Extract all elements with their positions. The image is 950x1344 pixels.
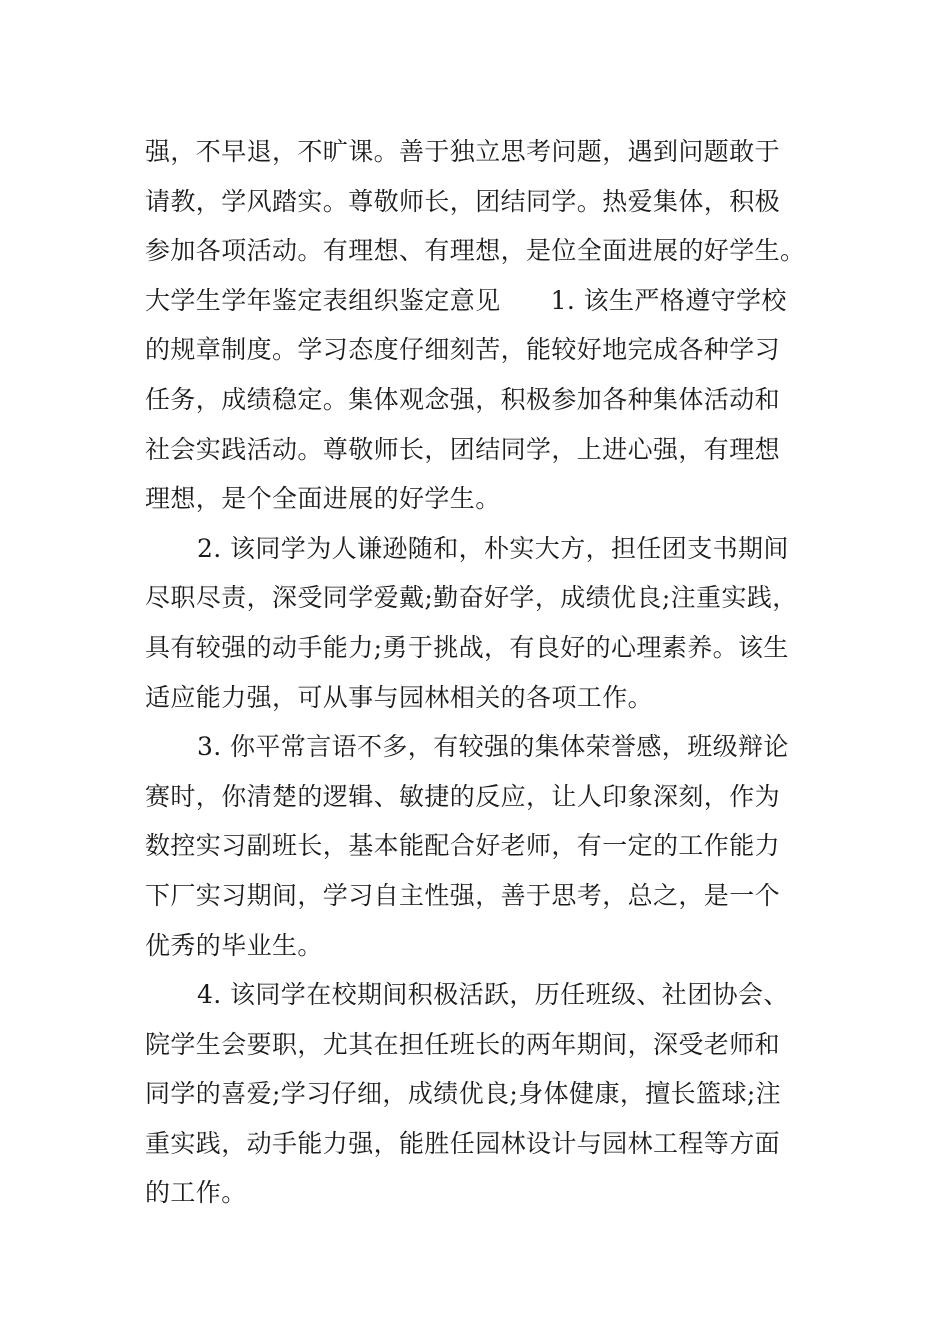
item-2-paragraph [145, 524, 835, 722]
text-line: 的工作。 [145, 1178, 247, 1208]
text-line: 参加各项活动。有理想、有理想，是位全面进展的好学生。 [145, 236, 806, 266]
text-line: 强，不早退，不旷课。善于独立思考问题，遇到问题敢于 [145, 137, 781, 166]
item-4-paragraph [145, 970, 835, 1218]
text-line: 优秀的毕业生。 [145, 930, 323, 960]
text-line: 理想，是个全面进展的好学生。 [145, 484, 501, 514]
intro-paragraph [145, 127, 835, 276]
text-line: 赛时，你清楚的逻辑、敏捷的反应，让人印象深刻，作为 [145, 781, 781, 811]
text-line: 4. 该同学在校期间积极活跃，历任班级、社团协会、 [197, 980, 789, 1010]
text-line: 适应能力强，可从事与园林相关的各项工作。 [145, 682, 654, 712]
text-line: 3. 你平常言语不多，有较强的集体荣誉感，班级辩论 [197, 732, 789, 762]
item-1-start: 1. 该生严格遵守学校 [550, 285, 787, 315]
text-line: 同学的喜爱;学习仔细，成绩优良;身体健康，擅长篮球;注 [145, 1079, 782, 1109]
text-line: 社会实践活动。尊敬师长，团结同学，上进心强，有理想 [145, 434, 781, 464]
text-line: 2. 该同学为人谦逊随和，朴实大方，担任团支书期间 [197, 533, 789, 563]
text-line: 的规章制度。学习态度仔细刻苦，能较好地完成各种学习 [145, 335, 781, 365]
item-1-paragraph [145, 276, 835, 524]
text-line: 数控实习副班长，基本能配合好老师，有一定的工作能力 [145, 831, 781, 861]
heading-line [145, 276, 835, 326]
text-line: 任务，成绩稳定。集体观念强，积极参加各种集体活动和 [145, 384, 781, 414]
text-line: 请教，学风踏实。尊敬师长，团结同学。热爱集体，积极 [145, 186, 781, 216]
text-line: 下厂实习期间，学习自主性强，善于思考，总之，是一个 [145, 880, 781, 910]
section-heading: 大学生学年鉴定表组织鉴定意见 [145, 285, 501, 315]
text-line: 尽职尽责，深受同学爱戴;勤奋好学，成绩优良;注重实践， [145, 583, 798, 613]
text-line: 院学生会要职，尤其在担任班长的两年期间，深受老师和 [145, 1029, 781, 1059]
item-3-paragraph [145, 722, 835, 970]
text-line: 具有较强的动手能力;勇于挑战，有良好的心理素养。该生 [145, 632, 789, 662]
document-body [145, 127, 835, 1218]
text-line: 重实践，动手能力强，能胜任园林设计与园林工程等方面 [145, 1128, 781, 1158]
